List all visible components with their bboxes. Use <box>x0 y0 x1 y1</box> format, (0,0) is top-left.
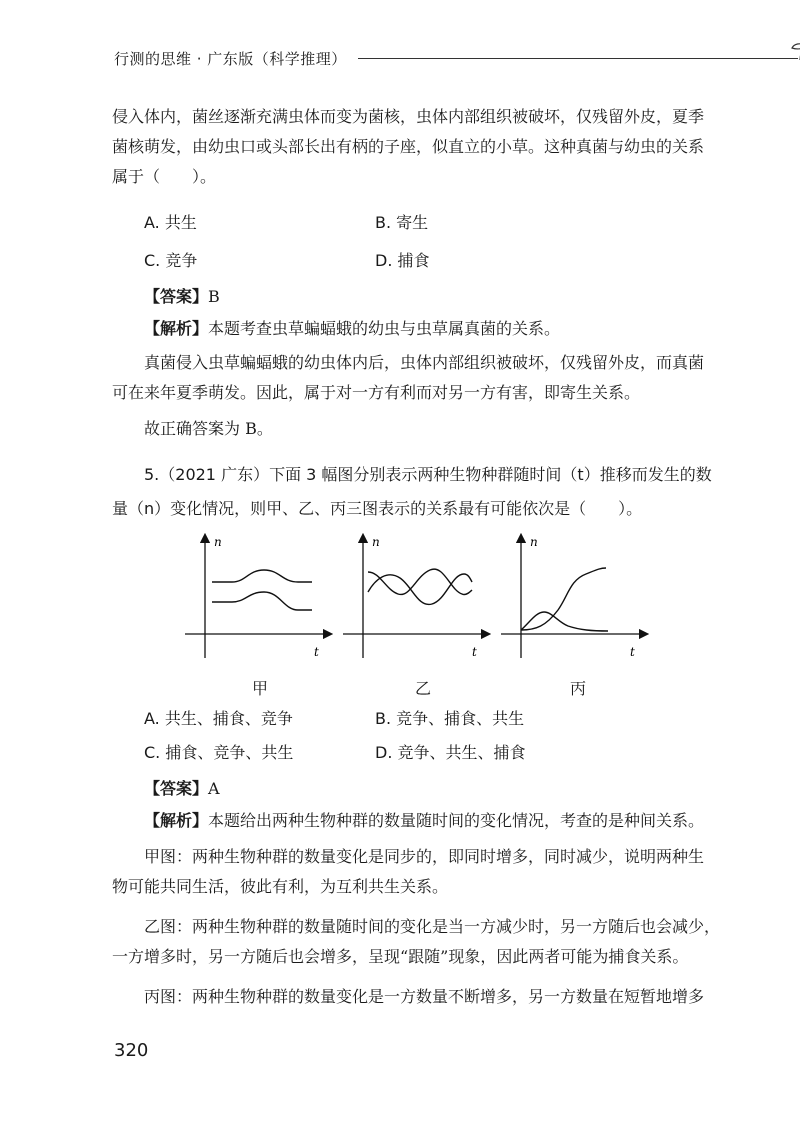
figure-label-jia: 甲 <box>252 679 269 698</box>
q4-analysis-line: 真菌侵入虫草蝙蝠蛾的幼虫体内后，虫体内部组织被破坏，仅残留外皮，而真菌 <box>144 353 705 372</box>
q4-analysis-label: 【解析】 <box>144 319 209 338</box>
running-header <box>114 44 714 74</box>
q4-options <box>112 208 722 276</box>
graph-jia-y-label: n <box>214 535 222 549</box>
graph-bing <box>501 535 644 659</box>
q4-stem-line: 菌核萌发，由幼虫口或头部长出有柄的子座，似直立的小草。这种真菌与幼虫的关系 <box>112 137 705 156</box>
q5-analysis-line: 物可能共同生活，彼此有利，为互利共生关系。 <box>112 877 449 896</box>
q5-options <box>112 704 722 768</box>
q5-option-c: C. 捕食、竞争、共生 <box>144 743 294 762</box>
graph-yi-y-label: n <box>372 535 380 549</box>
graph-jia-series-1 <box>212 570 312 582</box>
q4-option-d: D. 捕食 <box>375 251 430 270</box>
q5-analysis-line: 丙图：两种生物种群的数量变化是一方数量不断增多，另一方数量在短暂地增多 <box>144 987 705 1006</box>
graph-yi <box>343 535 486 659</box>
q4-block <box>112 102 722 192</box>
q5-analysis-line: 乙图：两种生物种群的数量随时间的变化是当一方减少时，另一方随后也会减少， <box>144 917 721 936</box>
q5-analysis-line: 一方增多时，另一方随后也会增多，呈现“跟随”现象，因此两者可能为捕食关系。 <box>112 947 689 966</box>
page-number: 320 <box>114 1040 149 1061</box>
q5-answer-value: A <box>208 779 220 798</box>
q4-answer-value: B <box>208 287 220 306</box>
sprout-icon <box>790 40 800 66</box>
q5-stem-line: 量（n）变化情况，则甲、乙、丙三图表示的关系最有可能依次是（ ）。 <box>112 499 643 518</box>
q4-stem-line: 属于（ ）。 <box>112 167 217 186</box>
q4-stem-line: 侵入体内，菌丝逐渐充满虫体而变为菌核，虫体内部组织被破坏，仅残留外皮，夏季 <box>112 107 705 126</box>
q4-answer-block <box>112 282 722 444</box>
population-graphs <box>180 530 650 665</box>
q5-option-a: A. 共生、捕食、竞争 <box>144 709 293 728</box>
q4-answer-label: 【答案】 <box>144 287 209 306</box>
q5-answer-label: 【答案】 <box>144 779 209 798</box>
graph-yi-series-1 <box>368 569 472 594</box>
graph-bing-y-label: n <box>530 535 538 549</box>
q5-analysis-label: 【解析】 <box>144 811 209 830</box>
header-rule <box>358 58 798 59</box>
figure-label-bing: 丙 <box>570 679 587 698</box>
q5-analysis-line: 甲图：两种生物种群的数量变化是同步的，即同时增多，同时减少，说明两种生 <box>144 847 705 866</box>
q4-option-c: C. 竞争 <box>144 251 198 270</box>
q5-option-d: D. 竞争、共生、捕食 <box>375 743 526 762</box>
figure-label-yi: 乙 <box>415 679 432 698</box>
q5-stem-line: 5.（2021 广东）下面 3 幅图分别表示两种生物种群随时间（t）推移而发生的数 <box>144 465 712 484</box>
q5-stem <box>112 460 722 524</box>
graph-jia-series-2 <box>212 592 312 610</box>
q4-analysis-intro: 本题考查虫草蝙蝠蛾的幼虫与虫草属真菌的关系。 <box>208 319 561 338</box>
q5-answer-block <box>112 774 722 1012</box>
q5-option-b: B. 竞争、捕食、共生 <box>375 709 525 728</box>
q4-option-b: B. 寄生 <box>375 213 429 232</box>
graph-yi-x-label: t <box>472 645 477 659</box>
header-title: 行测的思维 · 广东版（科学推理） <box>114 50 347 68</box>
q4-conclusion: 故正确答案为 B。 <box>144 419 273 438</box>
q4-option-a: A. 共生 <box>144 213 197 232</box>
graph-jia <box>185 535 328 659</box>
q5-analysis-intro: 本题给出两种生物种群的数量随时间的变化情况，考查的是种间关系。 <box>208 811 705 830</box>
q4-analysis-line: 可在来年夏季萌发。因此，属于对一方有利而对另一方有害，即寄生关系。 <box>112 383 641 402</box>
graph-jia-x-label: t <box>314 645 319 659</box>
graph-bing-x-label: t <box>630 645 635 659</box>
graph-bing-series-growth <box>521 568 606 630</box>
